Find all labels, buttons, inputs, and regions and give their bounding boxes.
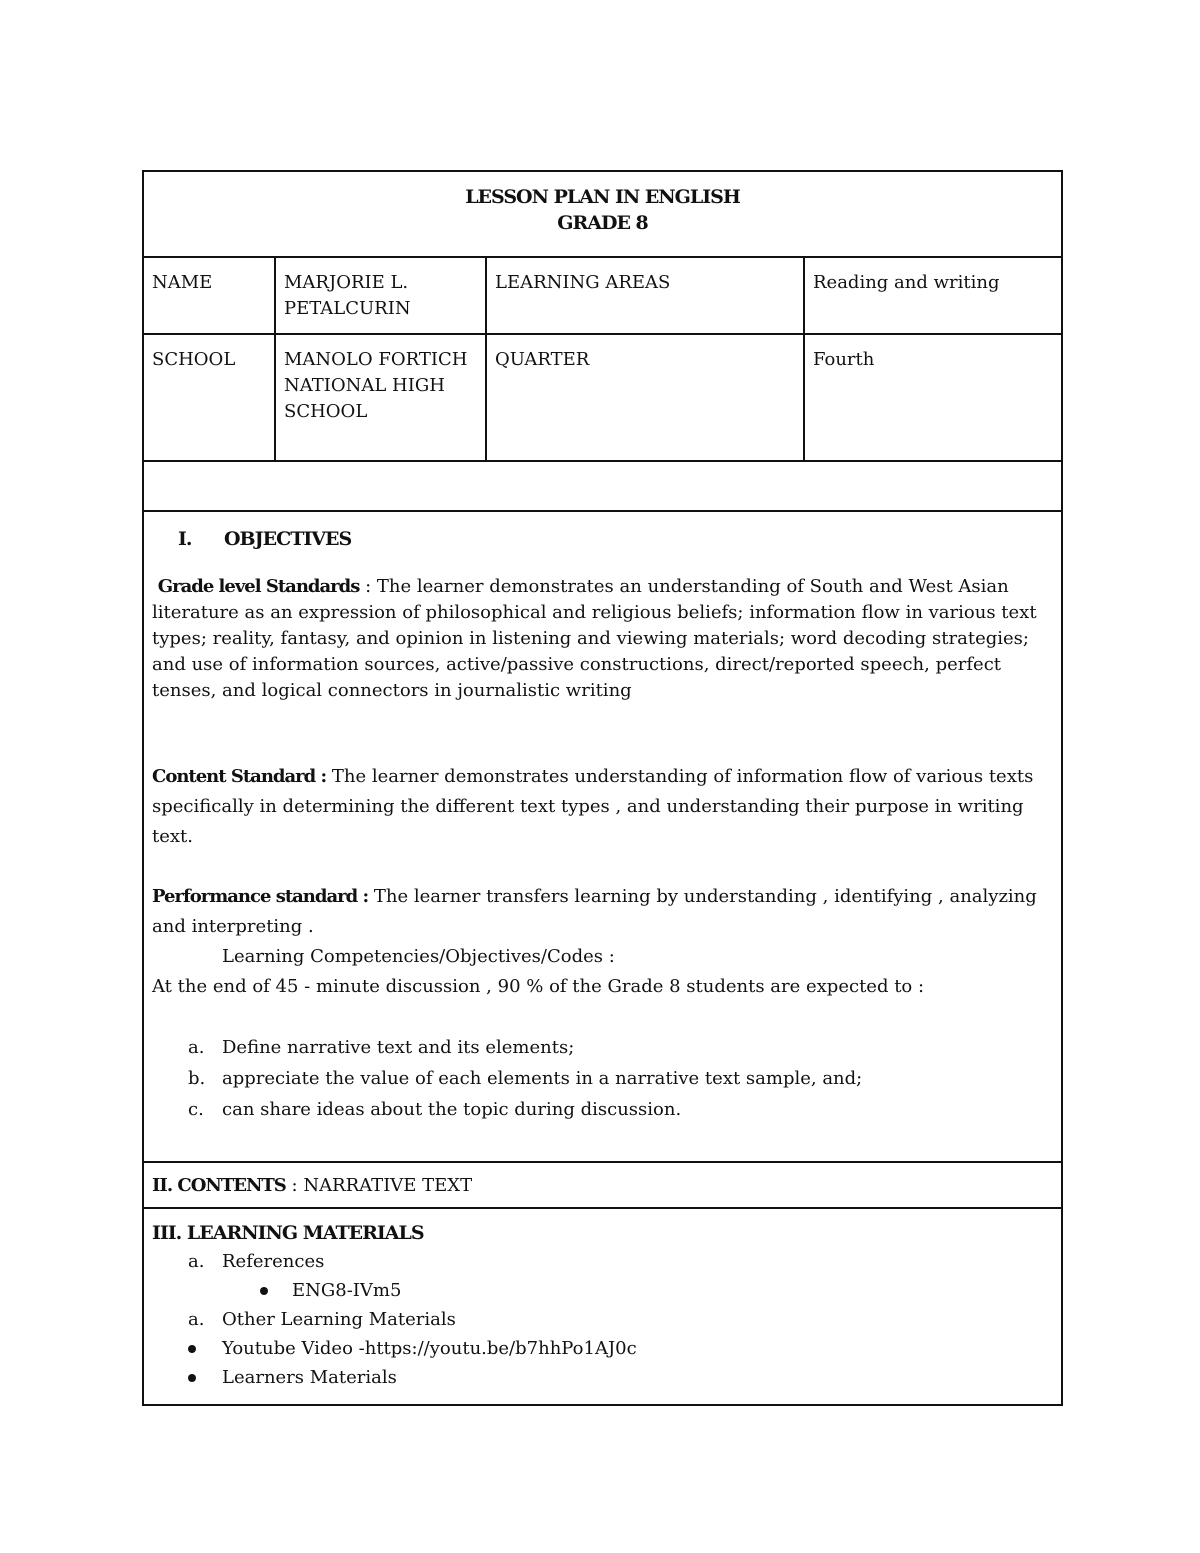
references-label: References: [222, 1251, 325, 1272]
reference-code: ENG8-IVm5: [292, 1280, 402, 1301]
list-item-text: Define narrative text and its elements;: [222, 1037, 575, 1058]
contents-value: NARRATIVE TEXT: [303, 1175, 473, 1196]
bullet-icon: [152, 1276, 292, 1305]
reference-code-item: [152, 1276, 1053, 1305]
performance-standard-text: The learner transfers learning by understanding , identifying , analyzing and interpreting .: [152, 886, 1037, 937]
title-line-1: LESSON PLAN IN ENGLISH: [465, 186, 740, 208]
contents-label: II. CONTENTS: [152, 1175, 286, 1196]
list-item: [152, 1094, 1053, 1125]
contents-sep: :: [285, 1175, 304, 1196]
list-marker: a.: [188, 1251, 205, 1272]
grade-level-label: Grade level Standards: [157, 576, 360, 597]
objectives-title: OBJECTIVES: [224, 528, 352, 550]
grade-level-sep: :: [359, 576, 377, 597]
list-item-text: can share ideas about the topic during discussion.: [222, 1099, 682, 1120]
bullet-icon: [152, 1334, 222, 1363]
learning-areas-label: LEARNING AREAS: [486, 257, 804, 334]
references-item: [152, 1247, 1053, 1276]
list-item: [152, 1063, 1053, 1094]
list-marker: a.: [188, 1037, 205, 1058]
content-standard-text: The learner demonstrates understanding of information flow of various texts specifically in determining the different text types , and understanding their purpose in writing text.: [152, 766, 1034, 847]
performance-standard: [152, 882, 1053, 942]
name-label: NAME: [143, 257, 275, 334]
grade-level-standards: [152, 574, 1053, 704]
learning-materials-heading: III. LEARNING MATERIALS: [152, 1222, 424, 1244]
title-line-2: GRADE 8: [557, 212, 648, 234]
spacer: [152, 704, 1053, 762]
youtube-item: [152, 1334, 1053, 1363]
other-materials-item: [152, 1305, 1053, 1334]
content-standard: [152, 762, 1053, 852]
list-item-text: appreciate the value of each elements in a narrative text sample, and;: [222, 1068, 863, 1089]
contents-section: [143, 1162, 1062, 1208]
school-label: SCHOOL: [143, 334, 275, 461]
other-materials-label: Other Learning Materials: [222, 1309, 456, 1330]
title-cell: [143, 171, 1062, 257]
list-marker: a.: [188, 1309, 205, 1330]
end-of-discussion-line: At the end of 45 - minute discussion , 90 % of the Grade 8 students are expected to :: [152, 976, 925, 997]
bullet-icon: [152, 1363, 222, 1392]
performance-standard-label: Performance standard :: [152, 886, 369, 907]
objectives-heading: [178, 526, 1053, 552]
blank-row: [143, 461, 1062, 511]
learners-materials-item: [152, 1363, 1053, 1392]
learning-materials-section: [143, 1208, 1062, 1405]
objectives-section: [143, 511, 1062, 1162]
content-standard-label: Content Standard :: [152, 766, 327, 787]
school-value: MANOLO FORTICH NATIONAL HIGH SCHOOL: [275, 334, 486, 461]
quarter-value: Fourth: [804, 334, 1062, 461]
objectives-number: I.: [178, 528, 192, 550]
list-item: [152, 1032, 1053, 1063]
spacer: [152, 852, 1053, 882]
list-marker: b.: [188, 1068, 206, 1089]
youtube-link[interactable]: Youtube Video -https://youtu.be/b7hhPo1AJ0c: [222, 1338, 637, 1359]
competencies-line: Learning Competencies/Objectives/Codes :: [222, 946, 615, 967]
grade-level-text: The learner demonstrates an understanding of South and West Asian literature as an expression of philosophical and religious beliefs; information flow in various text types; reality, fantasy, and opinion in listening and viewing materials; word decoding strategies; and use of information sources, active/passive constructions, direct/reported speech, perfect tenses, and logical connectors in journalistic writing: [152, 576, 1037, 701]
name-value: MARJORIE L. PETALCURIN: [275, 257, 486, 334]
learners-materials: Learners Materials: [222, 1367, 397, 1388]
learning-areas-value: Reading and writing: [804, 257, 1062, 334]
objectives-list: [152, 1032, 1053, 1125]
list-marker: c.: [188, 1099, 204, 1120]
lesson-plan-table: [142, 170, 1063, 1406]
quarter-label: QUARTER: [486, 334, 804, 461]
